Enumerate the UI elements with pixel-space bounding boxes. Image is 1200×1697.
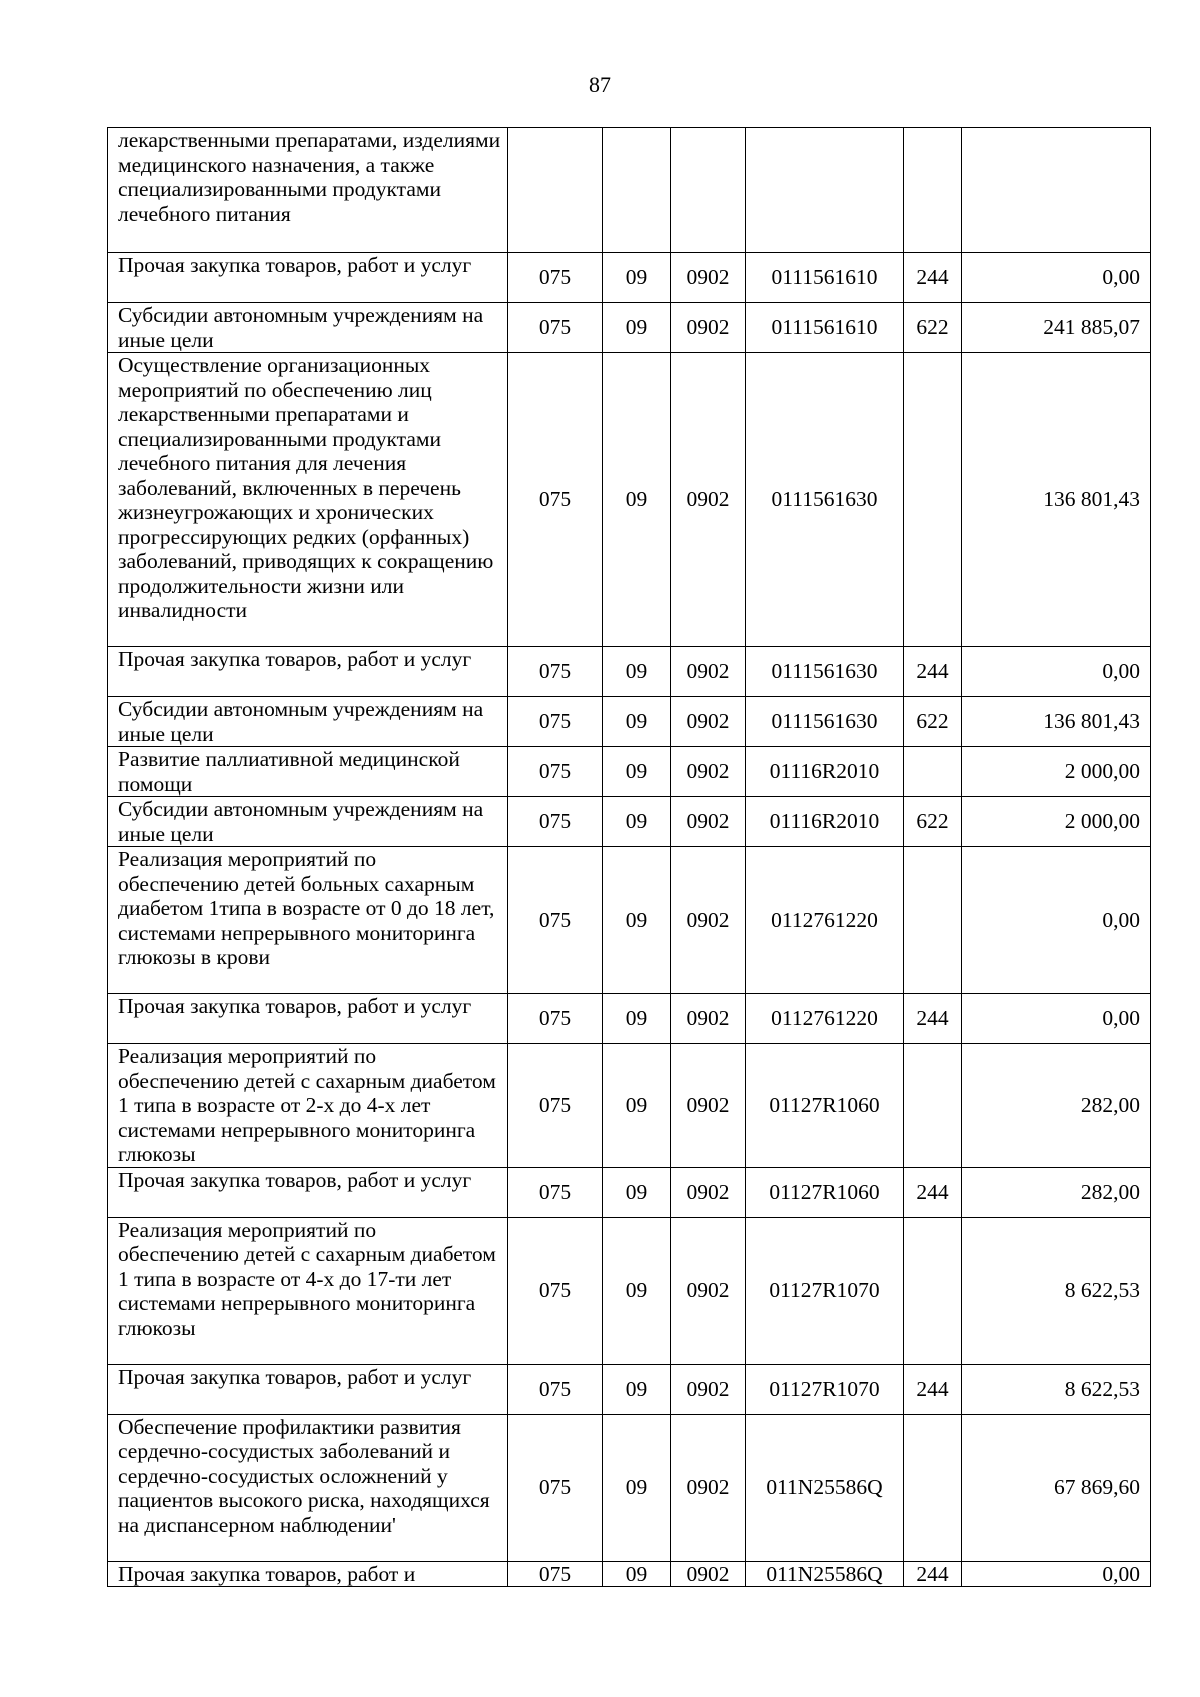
row-vr xyxy=(904,1044,962,1168)
row-vr xyxy=(904,747,962,797)
row-vr: 622 xyxy=(904,303,962,353)
row-vr xyxy=(904,128,962,253)
row-amount: 8 622,53 xyxy=(962,1364,1151,1414)
row-rz: 09 xyxy=(603,1044,671,1168)
row-pr: 0902 xyxy=(671,747,746,797)
table-row xyxy=(108,1414,1151,1561)
row-vr: 244 xyxy=(904,647,962,697)
row-rz: 09 xyxy=(603,797,671,847)
row-rz: 09 xyxy=(603,1561,671,1587)
row-rz: 09 xyxy=(603,1414,671,1561)
row-amount: 282,00 xyxy=(962,1044,1151,1168)
table-row xyxy=(108,353,1151,647)
row-amount: 0,00 xyxy=(962,647,1151,697)
row-name: Обеспечение профилактики развития сердечно-сосудистых заболеваний и сердечно-сосудистых осложнений у пациентов высокого риска, находящихся на диспансерном наблюдении' xyxy=(108,1414,508,1561)
row-csr: 0111561610 xyxy=(746,253,904,303)
row-name: Прочая закупка товаров, работ и услуг xyxy=(108,647,508,697)
row-ved: 075 xyxy=(508,1044,603,1168)
row-csr xyxy=(746,128,904,253)
table-row xyxy=(108,303,1151,353)
row-rz: 09 xyxy=(603,647,671,697)
row-vr: 244 xyxy=(904,253,962,303)
row-ved: 075 xyxy=(508,353,603,647)
row-vr: 244 xyxy=(904,1364,962,1414)
row-amount: 0,00 xyxy=(962,847,1151,994)
row-rz xyxy=(603,128,671,253)
row-vr: 244 xyxy=(904,994,962,1044)
row-rz: 09 xyxy=(603,697,671,747)
row-amount: 0,00 xyxy=(962,994,1151,1044)
row-name: Развитие паллиативной медицинской помощи xyxy=(108,747,508,797)
row-vr: 622 xyxy=(904,797,962,847)
row-vr xyxy=(904,847,962,994)
row-pr: 0902 xyxy=(671,697,746,747)
row-amount: 67 869,60 xyxy=(962,1414,1151,1561)
row-rz: 09 xyxy=(603,303,671,353)
row-pr: 0902 xyxy=(671,253,746,303)
table-row xyxy=(108,1044,1151,1168)
table-row xyxy=(108,1217,1151,1364)
row-csr: 0112761220 xyxy=(746,847,904,994)
row-name: Прочая закупка товаров, работ и услуг xyxy=(108,994,508,1044)
row-csr: 011N25586Q xyxy=(746,1561,904,1587)
budget-table xyxy=(107,127,1151,1587)
row-amount: 8 622,53 xyxy=(962,1217,1151,1364)
row-name: Субсидии автономным учреждениям на иные цели xyxy=(108,797,508,847)
table-row xyxy=(108,647,1151,697)
row-csr: 0111561630 xyxy=(746,647,904,697)
table-row xyxy=(108,697,1151,747)
row-rz: 09 xyxy=(603,1167,671,1217)
row-csr: 01127R1070 xyxy=(746,1217,904,1364)
row-amount: 2 000,00 xyxy=(962,747,1151,797)
row-amount: 0,00 xyxy=(962,253,1151,303)
row-ved: 075 xyxy=(508,797,603,847)
row-amount xyxy=(962,128,1151,253)
row-amount: 136 801,43 xyxy=(962,697,1151,747)
row-pr: 0902 xyxy=(671,1364,746,1414)
row-ved: 075 xyxy=(508,1217,603,1364)
row-csr: 011N25586Q xyxy=(746,1414,904,1561)
row-ved: 075 xyxy=(508,1364,603,1414)
row-name: Субсидии автономным учреждениям на иные цели xyxy=(108,697,508,747)
row-ved: 075 xyxy=(508,1561,603,1587)
row-pr: 0902 xyxy=(671,1217,746,1364)
row-rz: 09 xyxy=(603,253,671,303)
row-pr: 0902 xyxy=(671,797,746,847)
row-rz: 09 xyxy=(603,747,671,797)
row-amount: 0,00 xyxy=(962,1561,1151,1587)
row-name: Прочая закупка товаров, работ и услуг xyxy=(108,1167,508,1217)
row-csr: 01127R1060 xyxy=(746,1044,904,1168)
row-csr: 0111561630 xyxy=(746,353,904,647)
row-pr: 0902 xyxy=(671,847,746,994)
row-amount: 136 801,43 xyxy=(962,353,1151,647)
row-vr xyxy=(904,1414,962,1561)
row-rz: 09 xyxy=(603,1364,671,1414)
row-ved: 075 xyxy=(508,647,603,697)
row-vr: 244 xyxy=(904,1561,962,1587)
row-csr: 01127R1070 xyxy=(746,1364,904,1414)
row-ved xyxy=(508,128,603,253)
row-ved: 075 xyxy=(508,1414,603,1561)
table-row xyxy=(108,847,1151,994)
row-pr xyxy=(671,128,746,253)
table-row xyxy=(108,747,1151,797)
row-name: Прочая закупка товаров, работ и услуг xyxy=(108,253,508,303)
row-name: Субсидии автономным учреждениям на иные цели xyxy=(108,303,508,353)
row-rz: 09 xyxy=(603,847,671,994)
row-pr: 0902 xyxy=(671,647,746,697)
row-pr: 0902 xyxy=(671,353,746,647)
table-row xyxy=(108,994,1151,1044)
row-pr: 0902 xyxy=(671,303,746,353)
row-pr: 0902 xyxy=(671,1414,746,1561)
page-number: 87 xyxy=(589,72,611,97)
row-amount: 2 000,00 xyxy=(962,797,1151,847)
table-row xyxy=(108,1364,1151,1414)
row-pr: 0902 xyxy=(671,1044,746,1168)
row-rz: 09 xyxy=(603,1217,671,1364)
table-row xyxy=(108,128,1151,253)
row-rz: 09 xyxy=(603,353,671,647)
row-amount: 282,00 xyxy=(962,1167,1151,1217)
table-row xyxy=(108,1561,1151,1587)
row-ved: 075 xyxy=(508,303,603,353)
row-csr: 0111561630 xyxy=(746,697,904,747)
row-name: Прочая закупка товаров, работ и xyxy=(108,1561,508,1587)
row-csr: 01116R2010 xyxy=(746,747,904,797)
row-name: Реализация мероприятий по обеспечению детей больных сахарным диабетом 1типа в возрасте от 0 до 18 лет, системами непрерывного мониторинга глюкозы в крови xyxy=(108,847,508,994)
row-csr: 01116R2010 xyxy=(746,797,904,847)
row-name: Прочая закупка товаров, работ и услуг xyxy=(108,1364,508,1414)
row-name: Реализация мероприятий по обеспечению детей с сахарным диабетом 1 типа в возрасте от 2-х до 4-х лет системами непрерывного мониторинга глюкозы xyxy=(108,1044,508,1168)
row-vr xyxy=(904,353,962,647)
row-name: Реализация мероприятий по обеспечению детей с сахарным диабетом 1 типа в возрасте от 4-х до 17-ти лет системами непрерывного мониторинга глюкозы xyxy=(108,1217,508,1364)
row-rz: 09 xyxy=(603,994,671,1044)
row-vr: 622 xyxy=(904,697,962,747)
row-ved: 075 xyxy=(508,697,603,747)
row-ved: 075 xyxy=(508,1167,603,1217)
table-row xyxy=(108,253,1151,303)
row-pr: 0902 xyxy=(671,994,746,1044)
row-csr: 01127R1060 xyxy=(746,1167,904,1217)
row-ved: 075 xyxy=(508,253,603,303)
row-csr: 0111561610 xyxy=(746,303,904,353)
row-vr: 244 xyxy=(904,1167,962,1217)
row-ved: 075 xyxy=(508,847,603,994)
row-ved: 075 xyxy=(508,994,603,1044)
row-ved: 075 xyxy=(508,747,603,797)
row-csr: 0112761220 xyxy=(746,994,904,1044)
table-row xyxy=(108,1167,1151,1217)
table-row xyxy=(108,797,1151,847)
row-amount: 241 885,07 xyxy=(962,303,1151,353)
row-vr xyxy=(904,1217,962,1364)
row-pr: 0902 xyxy=(671,1167,746,1217)
row-name: Осуществление организационных мероприятий по обеспечению лиц лекарственными препаратами и специализированными продуктами лечебного питания для лечения заболеваний, включенных в перечень жизнеугрожающих и хронических прогрессирующих редких (орфанных) заболеваний, приводящих к сокращению продолжительности жизни или инвалидности xyxy=(108,353,508,647)
row-pr: 0902 xyxy=(671,1561,746,1587)
row-name: лекарственными препаратами, изделиями медицинского назначения, а также специализированными продуктами лечебного питания xyxy=(108,128,508,253)
